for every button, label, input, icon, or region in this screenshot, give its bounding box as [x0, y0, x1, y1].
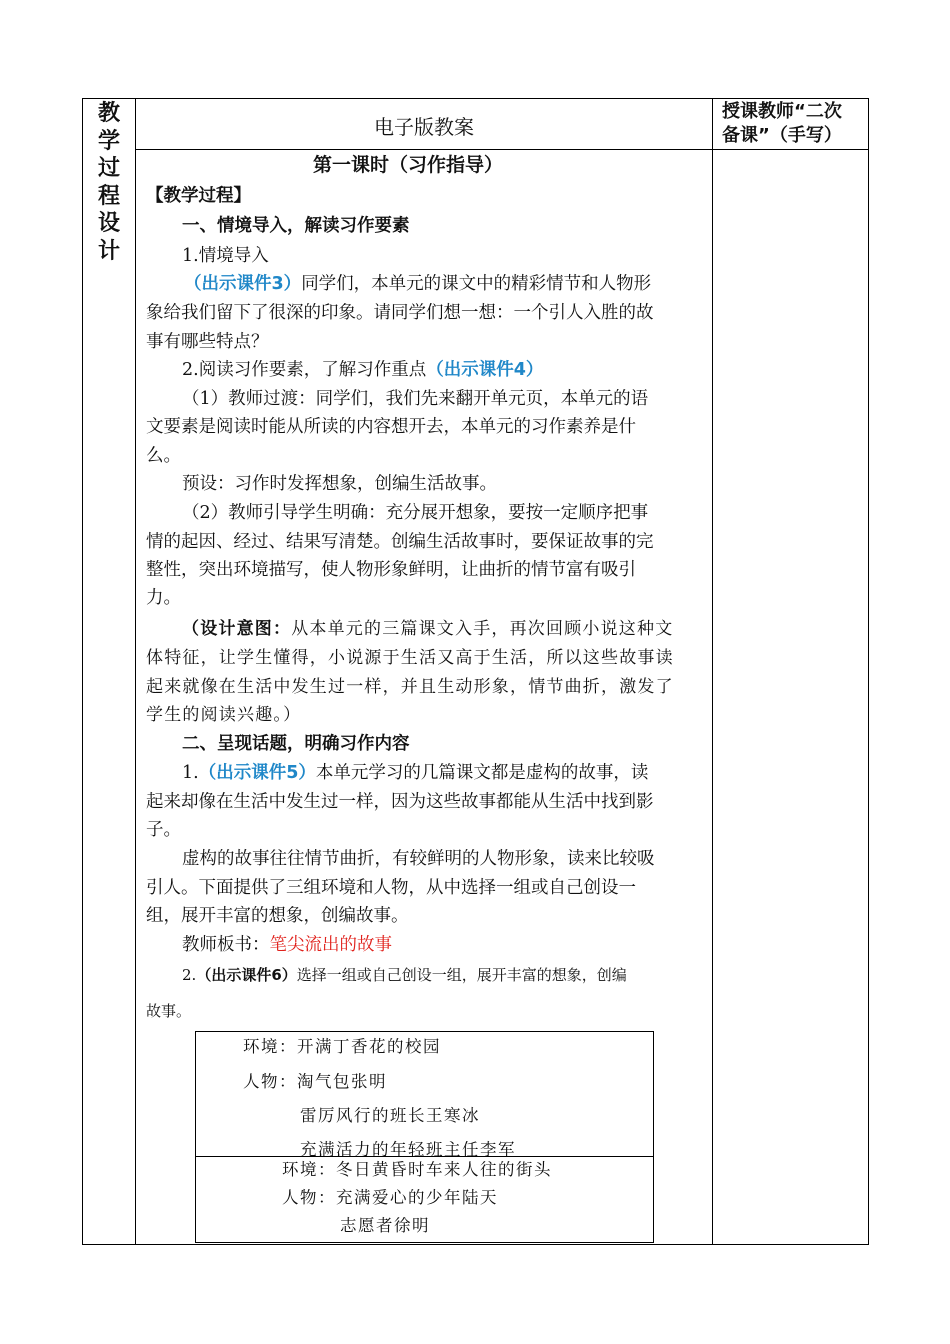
text: 本单元学习的几篇课文都是虚构的故事，读	[315, 763, 649, 783]
s2-item-2	[182, 964, 627, 985]
s1-item-2	[182, 356, 543, 381]
board-title: 笔尖流出的故事	[269, 935, 392, 955]
text: 1.	[182, 763, 199, 783]
teacher-note-line: 授课教师“二次	[722, 101, 842, 122]
table-divider-left	[135, 98, 136, 1245]
design-intent-line: 起来就像在生活中发生过一样，并且生动形象，情节曲折，激发了	[146, 677, 674, 697]
text-line: （1）教师过渡：同学们，我们先来翻开单元页，本单元的语	[182, 389, 649, 409]
lesson-title: 第一课时（习作指导）	[313, 154, 504, 176]
teacher-note-header	[722, 100, 868, 148]
design-intent-line: 体特征，让学生懂得，小说源于生活又高于生活，所以这些故事读	[146, 648, 674, 668]
scenario-2-character: 志愿者徐明	[340, 1216, 430, 1235]
board-writing	[182, 931, 392, 956]
text-line: 引人。下面提供了三组环境和人物，从中选择一组或自己创设一	[146, 878, 636, 898]
side-char: 设	[97, 211, 120, 236]
electronic-lesson-plan-header: 电子版教案	[374, 114, 474, 139]
courseware-tag: （出示课件6）	[196, 966, 297, 984]
scenario-1-environment: 环境：开满丁香花的校园	[243, 1037, 441, 1056]
text-line: 情的起因、经过、结果写清楚。创编生活故事时，要保证故事的完	[146, 532, 654, 552]
side-char: 过	[97, 156, 120, 181]
teaching-process-design-label	[84, 100, 134, 265]
design-intent-line: 学生的阅读兴趣。）	[146, 705, 302, 725]
text-line: 整性，突出环境描写，使人物形象鲜明，让曲折的情节富有吸引	[146, 560, 636, 580]
side-char: 程	[97, 183, 120, 209]
text: 选择一组或自己创设一组，展开丰富的想象，创编	[296, 966, 627, 984]
text-line: 么。	[146, 446, 181, 466]
table-divider-right	[712, 98, 713, 1245]
courseware-tag: （出示课件4）	[426, 360, 544, 380]
courseware-tag: （出示课件5）	[198, 763, 316, 783]
design-intent-line	[182, 614, 673, 639]
scenario-2-environment: 环境：冬日黄昏时车来人往的街头	[282, 1160, 552, 1179]
text-line: 故事。	[146, 1002, 192, 1020]
text-line: 力。	[146, 588, 181, 608]
text: 从本单元的三篇课文入手，再次回顾小说这种文	[291, 619, 674, 639]
scenario-1-character: 充满活力的年轻班主任李军	[300, 1140, 516, 1159]
teacher-note-line: 备课”（手写）	[722, 125, 842, 146]
text-line: 虚构的故事往往情节曲折，有较鲜明的人物形象，读来比较吸	[182, 849, 655, 869]
courseware-tag: （出示课件3）	[184, 274, 302, 294]
text-line: 象给我们留下了很深的印象。请同学们想一想：一个引人入胜的故	[146, 303, 654, 323]
s2-item-1	[182, 759, 648, 784]
side-char: 教	[97, 101, 120, 126]
section-2-heading: 二、呈现话题，明确习作内容	[182, 734, 410, 754]
board-label: 教师板书：	[182, 935, 270, 955]
text-line: （2）教师引导学生明确：充分展开想象，要按一定顺序把事	[182, 503, 649, 523]
text-line: 事有哪些特点？	[146, 332, 269, 352]
side-char: 学	[97, 128, 120, 154]
scenario-1-character: 人物：淘气包张明	[243, 1072, 387, 1091]
s1-item-1: 1.情境导入	[182, 246, 269, 266]
s1-paragraph-1	[184, 270, 651, 295]
text: 2.	[182, 966, 197, 984]
text-line: 组，展开丰富的想象，创编故事。	[146, 906, 409, 926]
design-intent-label: （设计意图：	[182, 619, 292, 639]
preset-line: 预设：习作时发挥想象，创编生活故事。	[182, 474, 497, 494]
scenario-1-character: 雷厉风行的班长王寒冰	[300, 1106, 480, 1125]
side-char: 计	[97, 238, 120, 264]
scenario-2-character: 人物：充满爱心的少年陆天	[282, 1188, 498, 1207]
text-line: 文要素是阅读时能从所读的内容想开去，本单元的习作素养是什	[146, 417, 636, 437]
text-line: 起来却像在生活中发生过一样，因为这些故事都能从生活中找到影	[146, 792, 654, 812]
text: 2.阅读习作要素，了解习作重点	[182, 360, 427, 380]
section-1-heading: 一、情境导入，解读习作要素	[182, 216, 410, 236]
text: 同学们，本单元的课文中的精彩情节和人物形	[301, 274, 652, 294]
process-heading: 【教学过程】	[146, 186, 251, 206]
text-line: 子。	[146, 820, 181, 840]
